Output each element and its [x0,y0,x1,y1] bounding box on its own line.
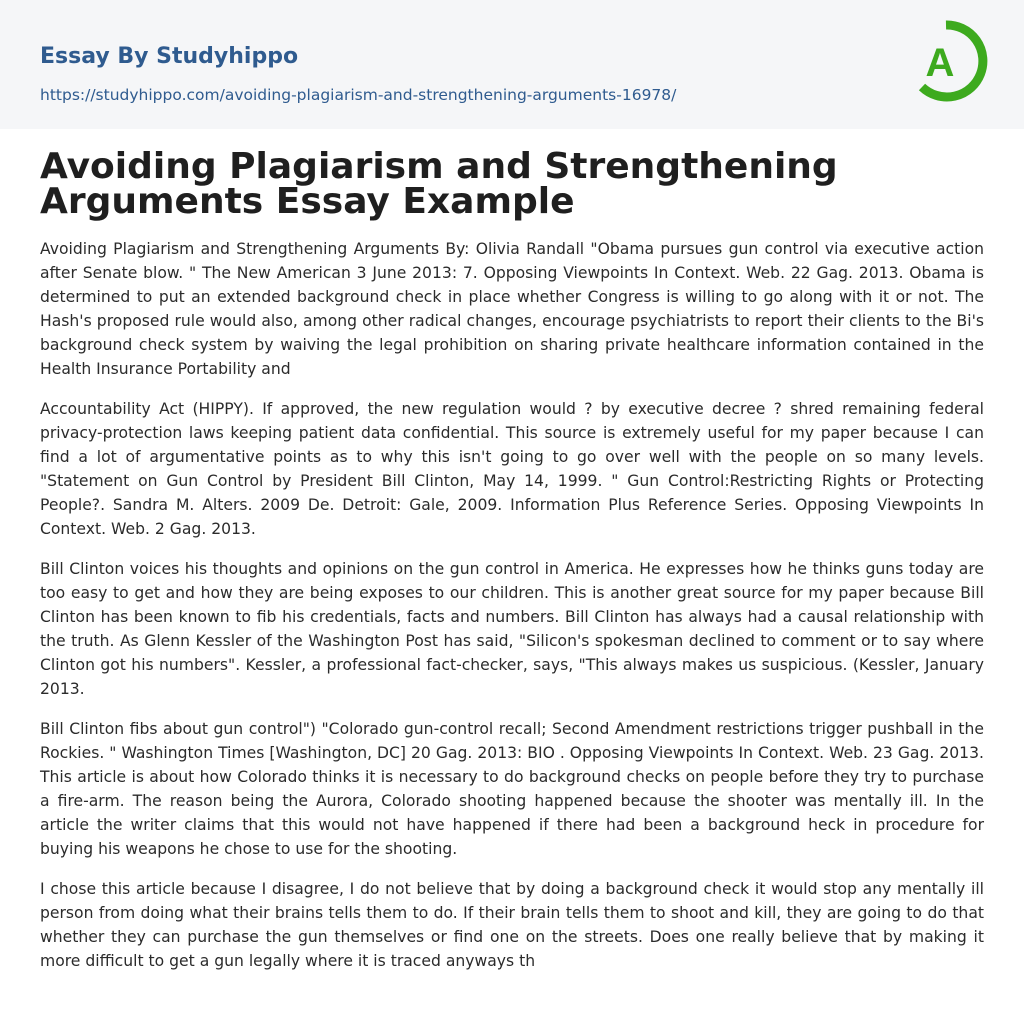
page-title: Avoiding Plagiarism and Strengthening Arguments Essay Example [40,146,838,222]
logo-icon [912,19,988,105]
logo-letter: A [925,41,955,85]
brand-name[interactable]: Essay By Studyhippo [40,44,299,69]
essay-paragraph-2: Accountability Act (HIPPY). If approved, the new regulation would ? by executive decree ? shred remaining federal privacy-protection laws keeping patient data confidential. This source is extremely useful for my paper because I can find a lot of argumentative points as to why this isn't going to go over well with the people on so many levels. "Statement on Gun Control by President Bill Clinton, May 14, 1999. " Gun Control:Restricting Rights or Protecting People?. Sandra M. Alters. 2009 De. Detroit: Gale, 2009. Information Plus Reference Series. Opposing Viewpoints In Context. Web. 2 Gag. 2013. [40,400,984,538]
studyhippo-logo[interactable] [912,19,988,105]
essay-paragraph-3: Bill Clinton voices his thoughts and opinions on the gun control in America. He expresses how he thinks guns today are too easy to get and how they are being exposes to our children. This is another great source for my paper because Bill Clinton has been known to fib his credentials, facts and numbers. Bill Clinton has always had a causal relationship with the truth. As Glenn Kessler of the Washington Post has said, "Silicon's spokesman declined to comment or to say where Clinton got his numbers". Kessler, a professional fact-checker, says, "This always makes us suspicious. (Kessler, January 2013. [40,560,984,698]
essay-paragraph-5: I chose this article because I disagree, I do not believe that by doing a background check it would stop any mentally ill person from doing what their brains tells them to do. If their brain tells them to shoot and kill, they are going to do that whether they can purchase the gun themselves or find one on the streets. Does one really believe that by making it more difficult to get a gun legally where it is traced anyways th [40,880,984,970]
source-url-link[interactable]: https://studyhippo.com/avoiding-plagiarism-and-strengthening-arguments-16978/ [40,86,677,104]
essay-paragraph-4: Bill Clinton fibs about gun control") "Colorado gun-control recall; Second Amendment restrictions trigger pushball in the Rockies. " Washington Times [Washington, DC] 20 Gag. 2013: BIO . Opposing Viewpoints In Context. Web. 23 Gag. 2013. This article is about how Colorado thinks it is necessary to do background checks on people before they try to purchase a fire-arm. The reason being the Aurora, Colorado shooting happened because the shooter was mentally ill. In the article the writer claims that this would not have happened if there had been a background heck in procedure for buying his weapons he chose to use for the shooting. [40,720,984,858]
essay-paragraph-1: Avoiding Plagiarism and Strengthening Arguments By: Olivia Randall "Obama pursues gun control via executive action after Senate blow. " The New American 3 June 2013: 7. Opposing Viewpoints In Context. Web. 22 Gag. 2013. Obama is determined to put an extended background check in place whether Congress is willing to go along with it or not. The Hash's proposed rule would also, among other radical changes, encourage psychiatrists to report their clients to the Bi's background check system by waiving the legal prohibition on sharing private healthcare information contained in the Health Insurance Portability and [40,240,984,378]
site-header [0,0,1024,129]
essay-content [0,129,1024,973]
